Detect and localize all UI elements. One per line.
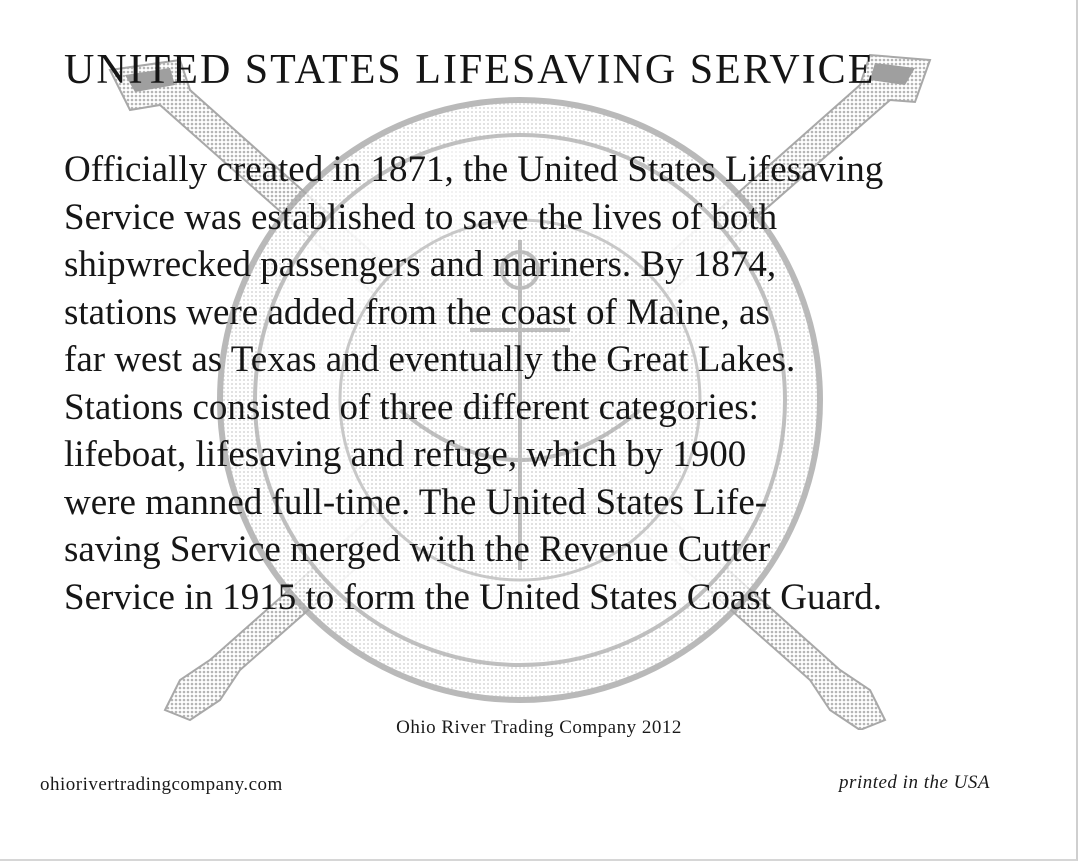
body-paragraph	[64, 146, 1054, 621]
printed-in-note: printed in the USA	[839, 772, 990, 793]
body-line: far west as Texas and eventually the Great Lakes.	[64, 339, 796, 380]
body-line: Officially created in 1871, the United States Lifesaving	[64, 149, 884, 190]
publisher-credit: Ohio River Trading Company 2012	[396, 717, 682, 738]
body-line: Stations consisted of three different categories:	[64, 386, 759, 428]
card-title: UNITED STATES LIFESAVING SERVICE	[64, 47, 876, 93]
website-text: ohiorivertradingcompany.com	[40, 774, 283, 795]
body-line: stations were added from the coast of Maine, as	[64, 291, 770, 333]
body-line: shipwrecked passengers and mariners. By 1874,	[64, 244, 777, 285]
body-line: Service in 1915 to form the United States Coast Guard.	[64, 576, 882, 618]
body-line: were manned full-time. The United States Life-	[64, 481, 768, 523]
body-line: saving Service merged with the Revenue Cutter	[64, 529, 771, 570]
body-line: Service was established to save the lives of both	[64, 196, 778, 238]
body-line: lifeboat, lifesaving and refuge, which by 1900	[64, 434, 747, 475]
